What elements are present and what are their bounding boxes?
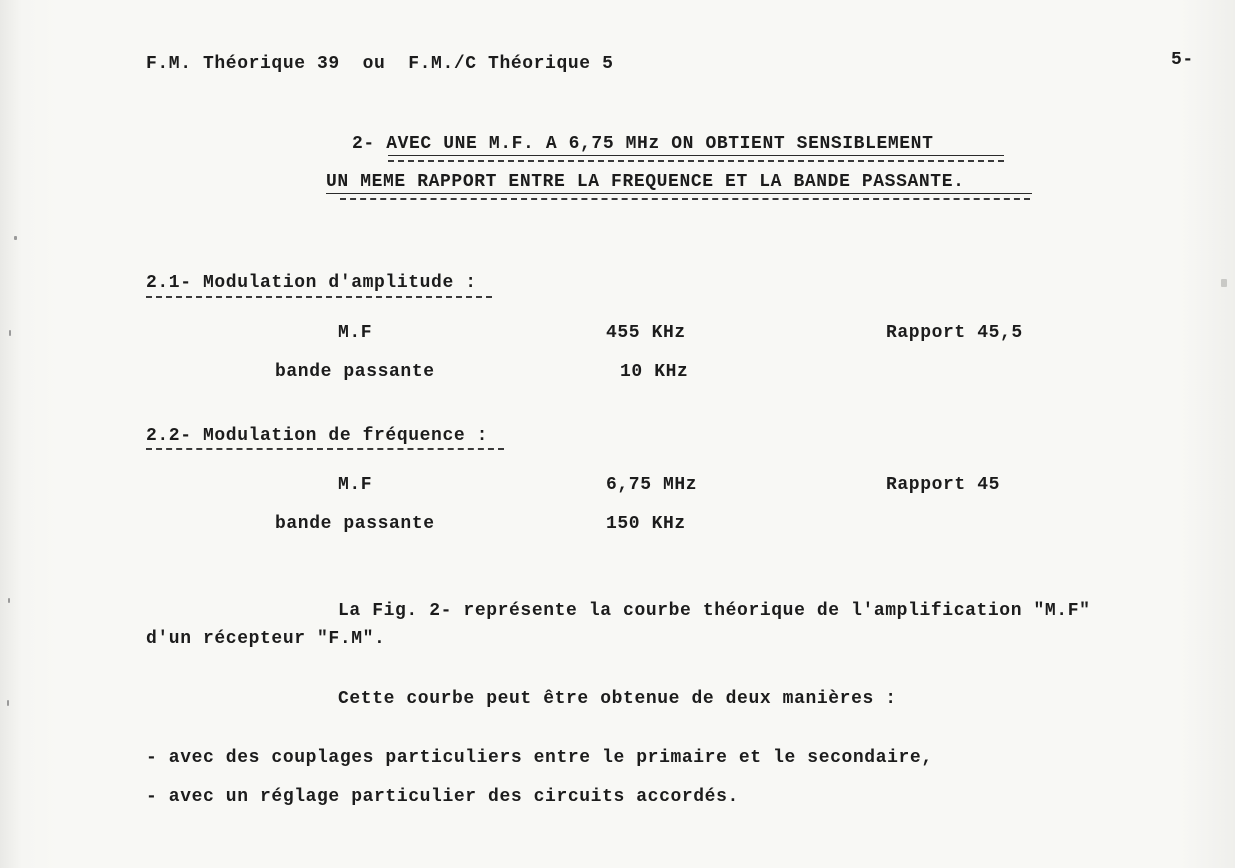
- section-2-1-mf-value: 455 KHz: [606, 323, 686, 343]
- header-reference: F.M. Théorique 39 ou F.M./C Théorique 5: [146, 54, 614, 74]
- page-number: 5-: [1171, 50, 1194, 70]
- list-item-2: - avec un réglage particulier des circuits accordés.: [146, 787, 739, 807]
- scan-speck: [9, 330, 11, 336]
- section-2-2-bandwidth-label: bande passante: [275, 514, 435, 534]
- scan-speck: [1221, 279, 1227, 287]
- section-2-2-mf-value: 6,75 MHz: [606, 475, 698, 495]
- section-2-2-heading-underline: [146, 448, 504, 450]
- section-2-2-mf-label: M.F: [338, 475, 373, 495]
- list-item-1: - avec des couplages particuliers entre le primaire et le secondaire,: [146, 748, 933, 768]
- paragraph-1-line-1: La Fig. 2- représente la courbe théorique de l'amplification "M.F": [338, 601, 1091, 621]
- scan-speck: [7, 700, 9, 706]
- paragraph-2: Cette courbe peut être obtenue de deux manières :: [338, 689, 897, 709]
- title-line-1-underline: [388, 155, 1004, 156]
- section-2-1-bandwidth-label: bande passante: [275, 362, 435, 382]
- title-line-1-dashes: [388, 160, 1004, 162]
- section-2-1-bandwidth-value: 10 KHz: [620, 362, 689, 382]
- scan-speck: [8, 598, 10, 603]
- title-line-2-dashes: [340, 198, 1030, 200]
- title-line-2-underline: [326, 193, 1032, 194]
- section-2-1-heading: 2.1- Modulation d'amplitude :: [146, 273, 477, 293]
- section-2-2-heading: 2.2- Modulation de fréquence :: [146, 426, 489, 446]
- paragraph-1-line-2: d'un récepteur "F.M".: [146, 629, 386, 649]
- section-2-1-mf-label: M.F: [338, 323, 373, 343]
- title-line-2: UN MEME RAPPORT ENTRE LA FREQUENCE ET LA BANDE PASSANTE.: [326, 172, 965, 192]
- section-2-2-bandwidth-value: 150 KHz: [606, 514, 686, 534]
- scan-speck: [14, 236, 17, 240]
- section-2-2-ratio: Rapport 45: [886, 475, 1001, 495]
- title-line-1: 2- AVEC UNE M.F. A 6,75 MHz ON OBTIENT SENSIBLEMENT: [352, 134, 934, 154]
- section-2-1-ratio: Rapport 45,5: [886, 323, 1023, 343]
- section-2-1-heading-underline: [146, 296, 492, 298]
